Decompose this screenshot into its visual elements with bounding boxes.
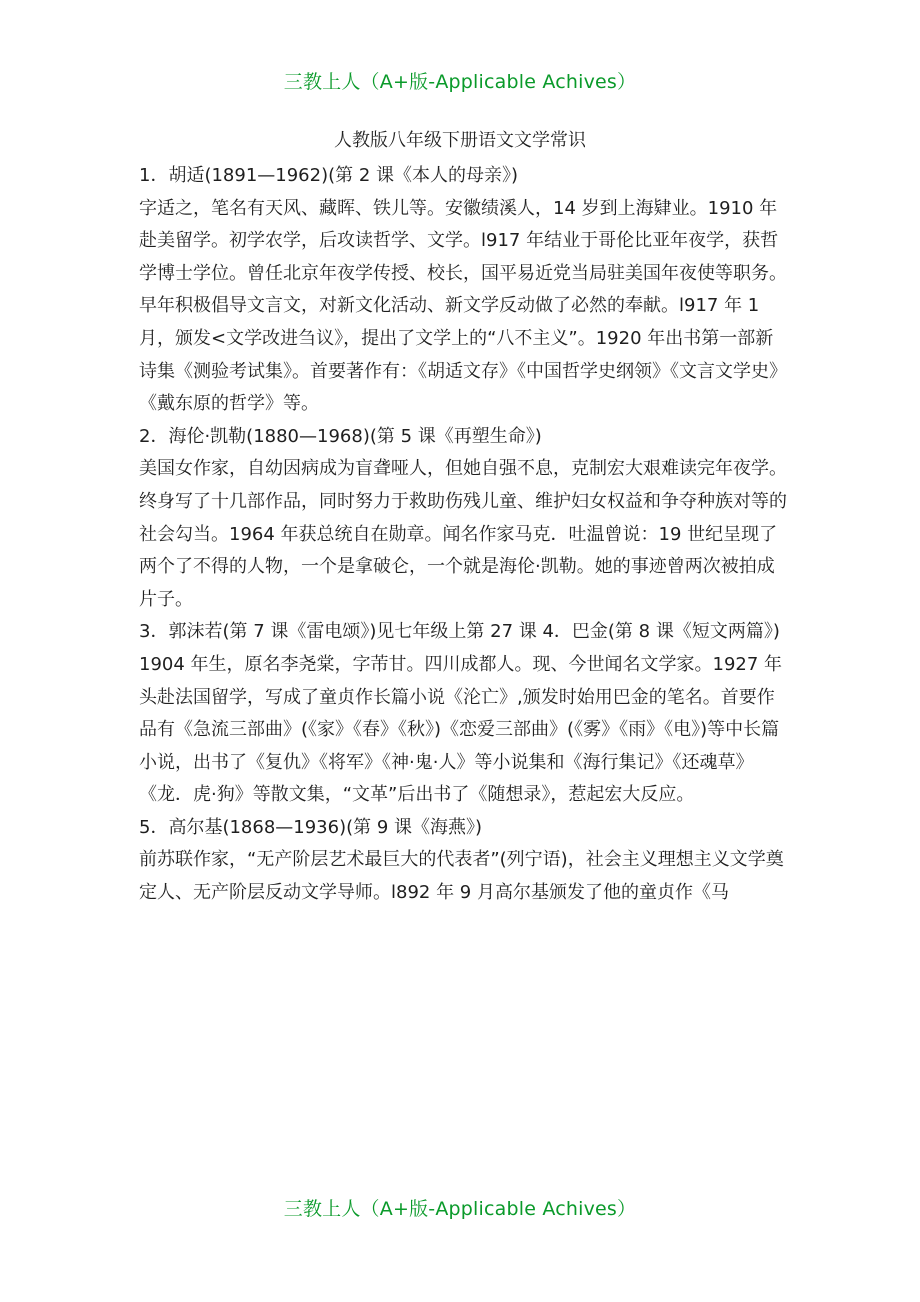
page-header: 三教上人（A+版-Applicable Achives） [283,71,637,93]
paragraph-ba-jin: 1904 年生，原名李尧棠，字芾甘。四川成都人。现、今世闻名文学家。1927 年头赴法国留学，写成了童贞作长篇小说《沦亡》,颁发时始用巴金的笔名。首要作品有《急流三部曲》(《家》《春》《秋》)《恋爱三部曲》(《雾》《雨》《电》)等中长篇小说，出书了《复仇》《将军》《神·鬼·人》等小说集和《海行集记》《还魂草》《龙．虎·狗》等散文集，“文革”后出书了《随想录》，惹起宏大反应。 [139,653,783,806]
document-body [139,160,789,910]
document-title: 人教版八年级下册语文文学常识 [334,130,586,151]
section-heading-helen-keller: 2．海伦·凯勒(1880—1968)(第 5 课《再塑生命》) [139,425,542,447]
paragraph-gorky: 前苏联作家，“无产阶层艺术最巨大的代表者”(列宁语)，社会主义理想主义文学奠定人、无产阶层反动文学导师。l892 年 9 月高尔基颁发了他的童贞作《马 [139,849,784,904]
section-heading-gorky: 5．高尔基(1868—1936)(第 9 课《海燕》) [139,816,483,838]
paragraph-helen-keller: 美国女作家，自幼因病成为盲聋哑人，但她自强不息，克制宏大艰难读完年夜学。终身写了十几部作品，同时努力于救助伤残儿童、维护妇女权益和争夺种族对等的社会勾当。1964 年获总统自在勋章。闻名作家马克．吐温曾说：19 世纪呈现了两个了不得的人物，一个是拿破仑，一个就是海伦·凯勒。她的事迹曾两次被拍成片子。 [139,458,787,610]
section-heading-guo-moruo-ba-jin: 3．郭沫若(第 7 课《雷电颂》)见七年级上第 27 课 4．巴金(第 8 课《短文两篇》) [139,621,780,643]
paragraph-hu-shi: 字适之，笔名有天风、藏晖、铁儿等。安徽绩溪人，14 岁到上海肄业。1910 年赴美留学。初学农学，后攻读哲学、文学。l917 年结业于哥伦比亚年夜学，获哲学博士学位。曾任北京年夜学传授、校长，国平易近党当局驻美国年夜使等职务。早年积极倡导文言文，对新文化活动、新文学反动做了必然的奉献。l917 年 1 月，颁发<文学改进刍议》，提出了文学上的“八不主义”。1920 年出书第一部新诗集《测验考试集》。首要著作有：《胡适文存》《中国哲学史纲领》《文言文学史》《戴东原的哲学》等。 [139,197,787,415]
page-footer: 三教上人（A+版-Applicable Achives） [283,1198,637,1220]
section-heading-hu-shi: 1．胡适(1891—1962)(第 2 课《本人的母亲》) [139,165,519,186]
